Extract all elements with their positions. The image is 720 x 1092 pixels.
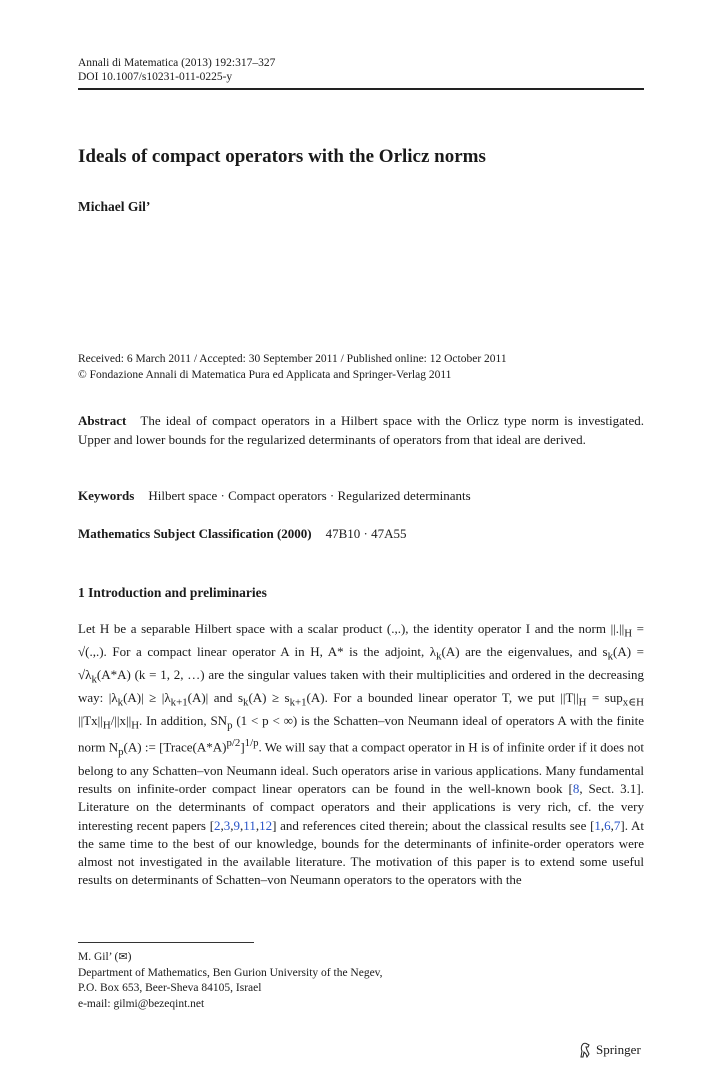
section-heading: 1 Introduction and preliminaries <box>78 585 267 600</box>
msc-classification <box>78 526 407 542</box>
keywords-text: Hilbert space · Compact operators · Regularized determinants <box>148 488 471 503</box>
citation-link[interactable]: 9 <box>233 817 241 833</box>
keywords <box>78 488 471 504</box>
footnote-email[interactable]: e-mail: gilmi@bezeqint.net <box>78 997 205 1010</box>
citation-link[interactable]: 6 <box>604 817 611 833</box>
footnote-author: M. Gil’ (✉) <box>78 951 132 963</box>
citation-link[interactable]: 1 <box>594 817 601 833</box>
msc-heading: Mathematics Subject Classification (2000) <box>78 526 312 541</box>
copyright-line: © Fondazione Annali di Matematica Pura ed Applicata and Springer-Verlag 2011 <box>78 369 452 381</box>
keywords-heading: Keywords <box>78 488 135 503</box>
abstract-text: The ideal of compact operators in a Hilbert space with the Orlicz type norm is investigated. Upper and lower bounds for the regularized determinants of operators from that ideal are derived. <box>78 413 644 447</box>
journal-header <box>78 56 275 84</box>
springer-horse-icon <box>578 1042 592 1058</box>
citation-link[interactable]: 3 <box>223 817 231 833</box>
doi-line: DOI 10.1007/s10231-011-0225-y <box>78 71 233 83</box>
author-footnote <box>78 950 383 1012</box>
footnote-rule <box>78 942 254 943</box>
publication-history <box>78 351 507 383</box>
envelope-icon: ✉ <box>118 951 128 963</box>
paper-title: Ideals of compact operators with the Orlicz norms <box>78 146 486 167</box>
author-name: Michael Gil’ <box>78 199 151 214</box>
publisher-name: Springer <box>596 1042 641 1057</box>
footnote-department: Department of Mathematics, Ben Gurion University of the Negev, <box>78 966 383 979</box>
citation-link[interactable]: 7 <box>613 817 621 833</box>
citation-link[interactable]: 12 <box>259 817 273 833</box>
footnote-address: P.O. Box 653, Beer-Sheva 84105, Israel <box>78 982 262 994</box>
abstract-heading: Abstract <box>78 413 127 428</box>
citation-link[interactable]: 11 <box>243 817 256 833</box>
citation-link[interactable]: 8 <box>572 780 580 796</box>
citation-link[interactable]: 2 <box>214 817 221 833</box>
journal-citation: Annali di Matematica (2013) 192:317–327 <box>78 57 276 69</box>
body-paragraph: Let H be a separable Hilbert space with a scalar product (.,.), the identity operator I and the norm $||.||_H$ = √(.,.). For a compact linear operator A in H, A* is the adjoint, $\lambda_k(A)$ are the eigenvalues, and $s_k(A) = √\lambda_k(A*A) (k = 1$, 2, …) are the singular values taken with their multiplicities and ordered in the decreasing way: $|\lambda_k(A)| \ge |\lambda_{k+1}(A)|$ and $s_k(A) \ge s_{k+1}(A)$. For a bounded linear operator T, we put $||T||_H = sup_{x\in H}$ $||Tx||_H/||x||_H$. In addition, $SN_p$ (1 < p < ∞) is the Schatten–von Neumann ideal of operators A with the finite norm $N_p(A)$ := $[Trace(A*A)^{p/2}]^{1/p}$. We will say that a compact operator in H is of infinite order if it does not belong to any Schatten–von Neumann ideal. Such operators arise in various applications. Many fundamental results on infinite-order compact linear operators can be found in the well-known book [8, Sect. 3.1]. Literature on the determinants of compact operators and their applications is very rich, cf. the very interesting recent papers [2,3,9,11,12] and references cited therein; about the classical results see [1,6,7]. At the same time to the best of our knowledge, bounds for the determinants of infinite-order operators were almost not investigated in the available literature. The motivation of this paper is to extend some useful results on determinants of Schatten–von Neumann operators to the operators with the <box>78 621 644 888</box>
history-line: Received: 6 March 2011 / Accepted: 30 September 2011 / Published online: 12 October 2011 <box>78 353 507 365</box>
header-rule <box>78 88 644 90</box>
msc-text: 47B10 · 47A55 <box>325 526 407 541</box>
abstract <box>78 411 644 449</box>
publisher-logo <box>578 1042 641 1058</box>
